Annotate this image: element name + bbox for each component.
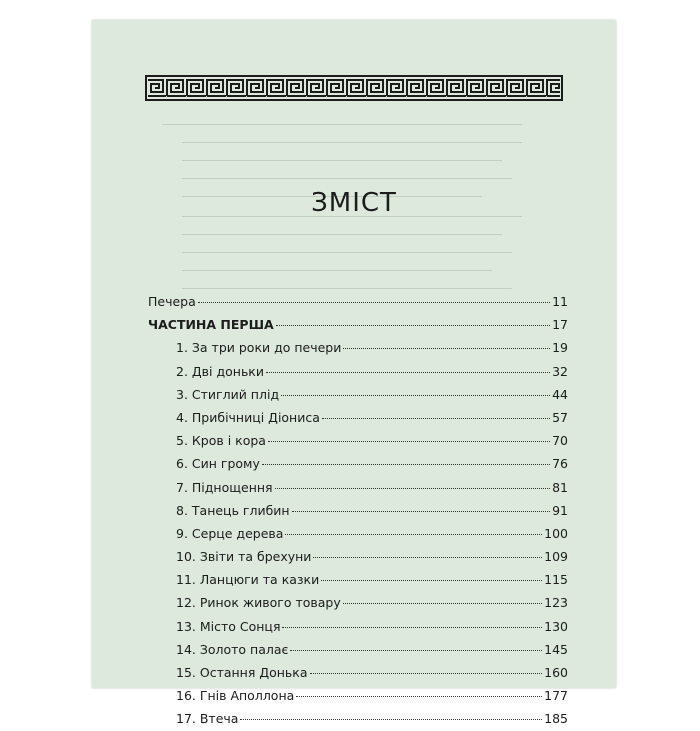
- toc-entry-page: 109: [544, 549, 568, 565]
- page-title: ЗМІСТ: [311, 188, 397, 218]
- toc-entry-title: 17. Втеча: [176, 711, 239, 727]
- toc-entry-page: 115: [544, 572, 568, 588]
- toc-entry-title: 8. Танець глибин: [176, 502, 290, 518]
- toc-entry-title: 7. Піднощення: [176, 479, 273, 495]
- toc-entry: [148, 638, 568, 661]
- toc-entry-page: 11: [552, 294, 568, 309]
- book-page: [92, 20, 616, 727]
- dot-leader: [321, 580, 542, 581]
- toc-entry-title: 10. Звіти та брехуни: [176, 549, 312, 565]
- toc-entry-title: ЧАСТИНА ПЕРША: [148, 317, 274, 333]
- toc-entry-title: 3. Стиглий плід: [176, 386, 280, 402]
- dot-leader: [310, 673, 543, 674]
- toc-entry-page: 160: [544, 665, 568, 680]
- dot-leader: [268, 441, 550, 442]
- toc-entry-title: 6. Син грому: [176, 456, 260, 472]
- toc-entry: [148, 591, 568, 614]
- toc-entry-page: 17: [552, 317, 568, 333]
- toc-entry: [148, 545, 568, 568]
- toc-entry-title: 12. Ринок живого товару: [176, 595, 341, 611]
- dot-leader: [313, 557, 542, 558]
- toc-entry: [148, 476, 568, 499]
- toc-entry-page: 100: [544, 525, 568, 541]
- dot-leader: [296, 696, 542, 697]
- toc-entry: [148, 313, 568, 336]
- toc-entry-page: 145: [544, 641, 568, 657]
- dot-leader: [290, 650, 542, 651]
- toc-entry-title: 9. Серце дерева: [176, 525, 284, 541]
- dot-leader: [282, 627, 542, 628]
- toc-entry: [148, 684, 568, 707]
- toc-entry: [148, 499, 568, 522]
- toc-entry: [148, 336, 568, 359]
- toc-entry-title: 16. Гнів Аполлона: [176, 688, 295, 704]
- dot-leader: [262, 464, 550, 465]
- toc-entry-page: 19: [552, 340, 568, 356]
- toc-entry-title: 15. Остання Донька: [176, 665, 308, 680]
- toc-entry: [148, 383, 568, 406]
- dot-leader: [343, 603, 542, 604]
- toc-entry: [148, 568, 568, 591]
- toc-entry-title: 4. Прибічниці Діониса: [176, 409, 320, 425]
- toc-entry: [148, 406, 568, 429]
- toc-entry: [148, 452, 568, 475]
- toc-entry-page: 130: [544, 618, 568, 634]
- dot-leader: [281, 395, 550, 396]
- toc-entry: [148, 290, 568, 313]
- toc-entry-page: 123: [544, 595, 568, 611]
- dot-leader: [275, 488, 551, 489]
- toc-entry-page: 57: [552, 409, 568, 425]
- toc-entry-page: 177: [544, 688, 568, 704]
- table-of-contents: [148, 290, 568, 731]
- toc-entry: [148, 429, 568, 452]
- greek-key-border: [146, 76, 562, 100]
- toc-entry-page: 76: [552, 456, 568, 472]
- toc-entry-title: 11. Ланцюги та казки: [176, 572, 320, 588]
- dot-leader: [292, 511, 551, 512]
- dot-leader: [276, 325, 550, 326]
- toc-entry-title: Печера: [148, 294, 196, 309]
- dot-leader: [198, 302, 550, 303]
- dot-leader: [322, 418, 550, 419]
- toc-entry-title: 14. Золото палає: [176, 641, 289, 657]
- toc-entry: [148, 661, 568, 684]
- toc-entry-page: 32: [552, 363, 568, 379]
- toc-entry-page: 70: [552, 433, 568, 449]
- toc-entry-page: 44: [552, 386, 568, 402]
- dot-leader: [343, 348, 550, 349]
- dot-leader: [285, 534, 542, 535]
- dot-leader: [266, 372, 550, 373]
- toc-entry: [148, 615, 568, 638]
- toc-entry-page: 81: [552, 479, 568, 495]
- toc-entry: [148, 522, 568, 545]
- toc-entry: [148, 360, 568, 383]
- toc-entry-title: 2. Дві доньки: [176, 363, 264, 379]
- toc-entry-title: 13. Місто Сонця: [176, 618, 281, 634]
- toc-entry-page: 91: [552, 502, 568, 518]
- dot-leader: [240, 719, 542, 720]
- toc-entry: [148, 707, 568, 730]
- toc-entry-title: 5. Кров і кора: [176, 433, 266, 449]
- toc-entry-title: 1. За три роки до печери: [176, 340, 342, 356]
- toc-entry-page: 185: [544, 711, 568, 727]
